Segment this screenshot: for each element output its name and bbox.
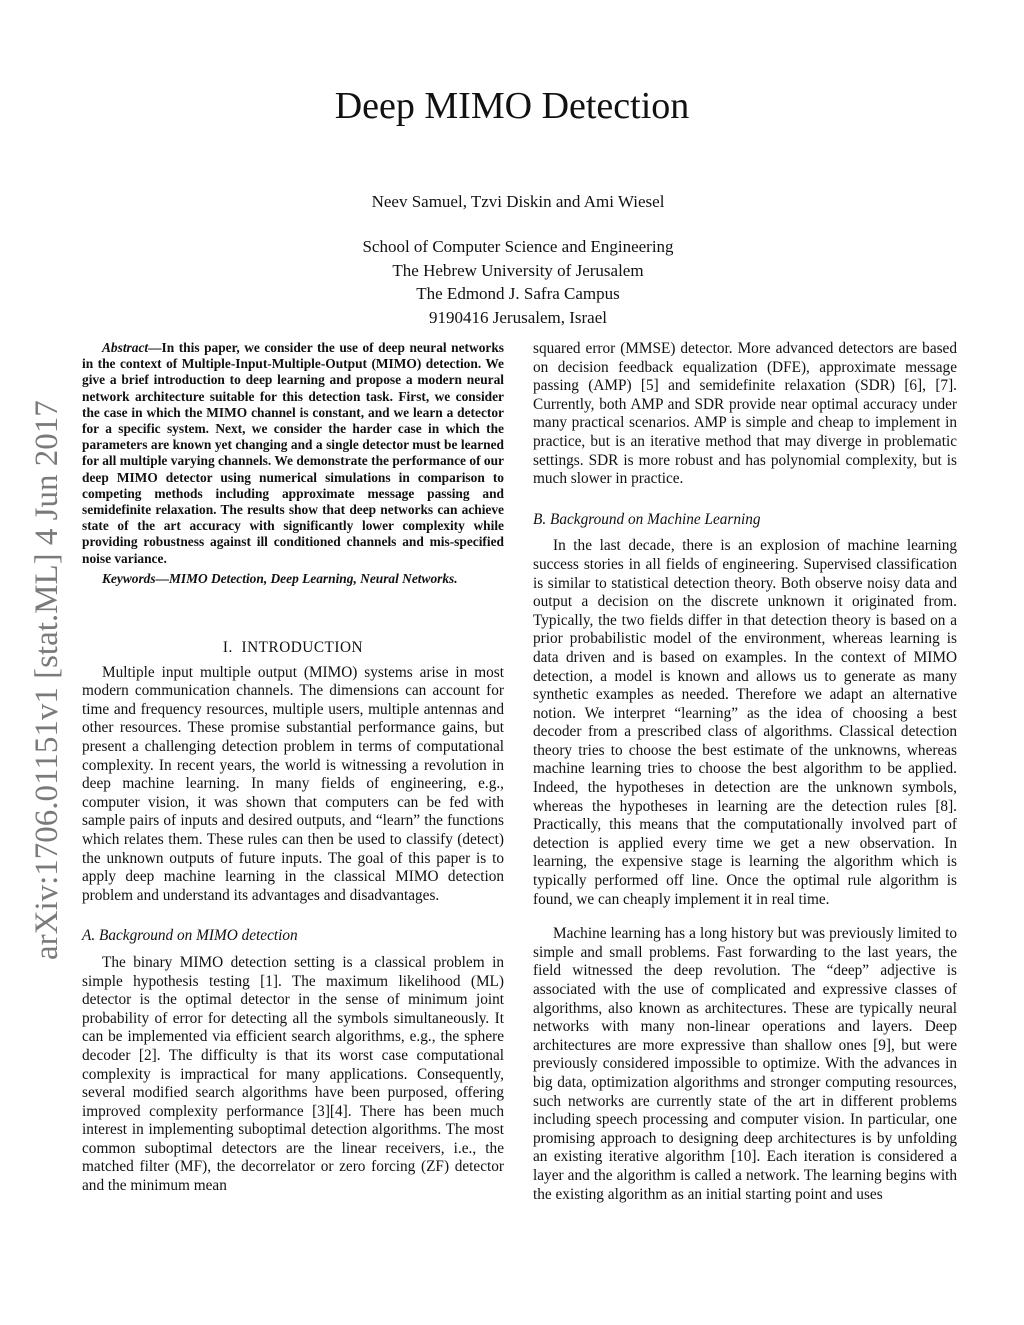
keywords-dash: — — [155, 570, 169, 586]
arxiv-stamp: arXiv:1706.01151v1 [stat.ML] 4 Jun 2017 — [29, 400, 65, 960]
paper-title: Deep MIMO Detection — [334, 85, 690, 127]
abstract-dash: — — [148, 340, 162, 355]
affiliation-line: The Hebrew University of Jerusalem — [392, 260, 644, 280]
affiliation-line: School of Computer Science and Engineering — [362, 237, 674, 256]
mimo-paragraph-continued: squared error (MMSE) detector. More advanced detectors are based on decision feedback equalization (DFE), approximate message passing (AMP) [5] and semidefinite relaxation (SDR) [6], [7]. Currently, both AMP and SDR provide near optimal accuracy under many practical scenarios. AMP is simple and cheap to implement in practice, but is an iterative method that may diverge in problematic settings. SDR is more robust and has polynomial complexity, but is much slower in practice. — [533, 340, 957, 488]
affiliation-block — [0, 235, 1024, 330]
ml-paragraph-1: In the last decade, there is an explosion of machine learning success stories in all fields of engineering. Supervised classification is similar to statistical detection theory. Both observe noisy data and output a decision on the discrete unknown it originated from. Typically, the two fields differ in that detection theory is based on a prior probabilistic model of the environment, whereas learning is data driven and is based on examples. In the context of MIMO detection, a model is known and allows us to generate as many synthetic examples as needed. Therefore we adapt an alternative notion. We interpret “learning” as the idea of choosing a best decoder from a prescribed class of algorithms. Classical detection theory tries to choose the best estimate of the unknowns, whereas machine learning tries to choose the best algorithm to be applied. Indeed, the hypotheses in detection are the unknown symbols, whereas the hypotheses in learning are the detection rules [8]. Practically, this means that the computationally involved part of detection is applied every time we get a new observation. In learning, the expensive stage is learning the algorithm which is typically performed off line. Once the optimal rule algorithm is found, we can cheaply implement it in real time. — [533, 537, 957, 908]
right-column — [533, 340, 957, 1204]
abstract-text: In this paper, we consider the use of deep neural networks in the context of Multiple-Input-Multiple-Output (MIMO) detection. We give a brief introduction to deep learning and propose a modern neural network architecture suitable for this detection task. First, we consider the case in which the MIMO channel is constant, and we learn a detector for a specific system. Next, we consider the harder case in which the parameters are known yet changing and a single detector must be learned for all multiple varying channels. We demonstrate the performance of our deep MIMO detector using numerical simulations in comparison to competing methods including approximate message passing and semidefinite relaxation. The results show that deep networks can achieve state of the art accuracy with significantly lower complexity while providing robustness against ill conditioned channels and mis-specified noise variance. — [82, 340, 504, 566]
keywords — [82, 571, 504, 587]
section-heading-introduction — [82, 639, 504, 658]
keywords-label: Keywords — [102, 570, 156, 586]
keywords-text: MIMO Detection, Deep Learning, Neural Networks. — [168, 570, 458, 586]
subsection-heading-ml: B. Background on Machine Learning — [533, 510, 761, 528]
left-column — [82, 340, 504, 1196]
section-number: I. — [222, 639, 233, 657]
mimo-paragraph: The binary MIMO detection setting is a classical problem in simple hypothesis testing [1]. The maximum likelihood (ML) detector is the optimal detector in the sense of minimum joint probability of error for detecting all the symbols simultaneously. It can be implemented via efficient search algorithms, e.g., the sphere decoder [2]. The difficulty is that its worst case computational complexity is impractical for many applications. Consequently, several modified search algorithms have been purposed, offering improved complexity performance [3][4]. There has been much interest in implementing suboptimal detection algorithms. The most common suboptimal detectors are the linear receivers, i.e., the matched filter (MF), the decorrelator or zero forcing (ZF) detector and the minimum mean — [82, 953, 504, 1195]
section-title-initial: I — [241, 639, 248, 657]
affiliation-line: The Edmond J. Safra Campus — [416, 284, 620, 304]
section-title-rest: NTRODUCTION — [247, 639, 364, 657]
ml-paragraph-2: Machine learning has a long history but was previously limited to simple and small problems. Fast forwarding to the last years, the field witnessed the deep revolution. The “deep” adjective is associated with the use of complicated and expressive classes of algorithms, also known as architectures. These are typically neural networks with many non-linear operations and layers. Deep architectures are more expressive than shallow ones [9], but were previously considered impossible to optimize. With the advances in big data, optimization algorithms and stronger computing resources, such networks are currently state of the art in different problems including speech processing and computer vision. In particular, one promising approach to designing deep architectures is by unfolding an existing iterative algorithm [10]. Each iteration is considered a layer and the algorithm is called a network. The learning begins with the existing algorithm as an initial starting point and uses — [533, 925, 957, 1203]
subsection-heading-mimo: A. Background on MIMO detection — [82, 927, 298, 945]
intro-paragraph: Multiple input multiple output (MIMO) systems arise in most modern communication channels. The dimensions can account for time and frequency resources, multiple users, multiple antennas and other resources. These promise substantial performance gains, but present a challenging detection problem in terms of computational complexity. In recent years, the world is witnessing a revolution in deep machine learning. In many fields of engineering, e.g., computer vision, it was shown that computers can be fed with sample pairs of inputs and desired outputs, and “learn” the functions which relates them. These rules can then be used to classify (detect) the unknown outputs of future inputs. The goal of this paper is to apply deep machine learning in the classical MIMO detection problem and understand its advantages and disadvantages. — [82, 663, 504, 904]
abstract — [82, 340, 504, 567]
abstract-label: Abstract — [102, 340, 149, 355]
affiliation-line: 9190416 Jerusalem, Israel — [429, 308, 607, 328]
author-list: Neev Samuel, Tzvi Diskin and Ami Wiesel — [371, 192, 665, 211]
